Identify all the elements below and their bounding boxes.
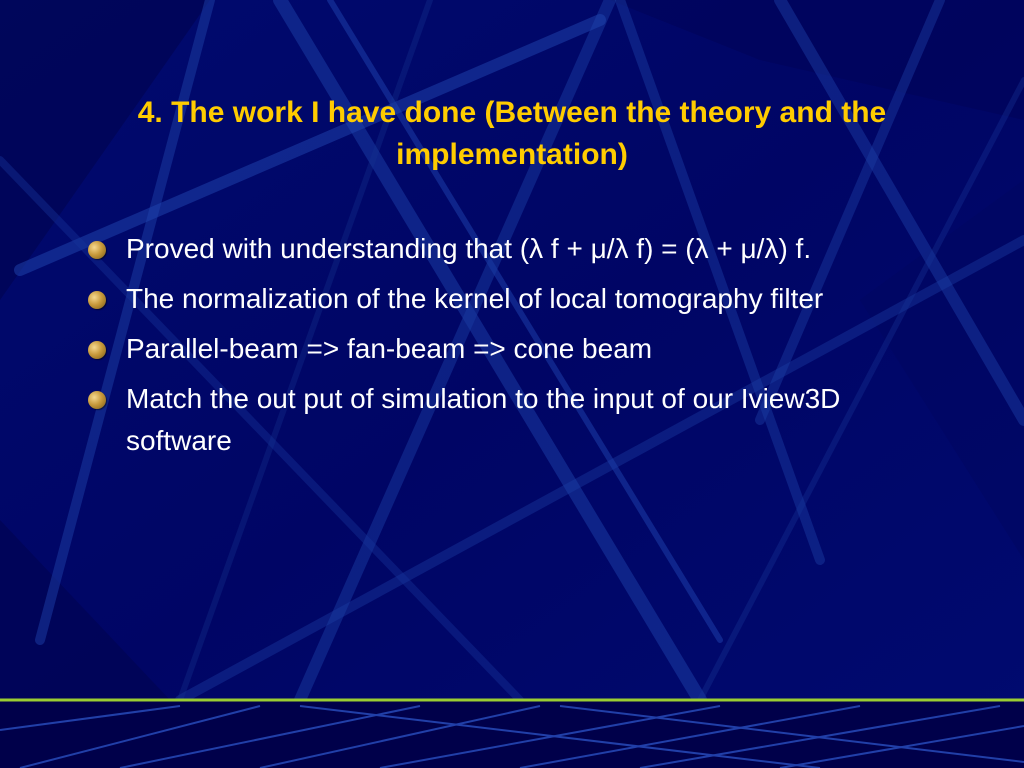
bullet-item <box>88 278 948 320</box>
bullet-text: The normalization of the kernel of local tomography filter <box>126 283 824 314</box>
gold-sphere-bullet-icon <box>88 291 106 309</box>
bullet-item <box>88 328 948 370</box>
bullet-text: Proved with understanding that (λ f + μ/λ f) = (λ + μ/λ) f. <box>126 233 812 264</box>
bullet-text: Match the out put of simulation to the input of our Iview3D software <box>126 383 841 456</box>
bullet-list <box>88 228 948 470</box>
gold-sphere-bullet-icon <box>88 241 106 259</box>
slide-title: 4. The work I have done (Between the theory and the implementation) <box>137 96 887 171</box>
gold-sphere-bullet-icon <box>88 391 106 409</box>
bullet-item <box>88 228 948 270</box>
bullet-text: Parallel-beam => fan-beam => cone beam <box>126 333 653 364</box>
gold-sphere-bullet-icon <box>88 341 106 359</box>
bullet-item <box>88 378 948 462</box>
